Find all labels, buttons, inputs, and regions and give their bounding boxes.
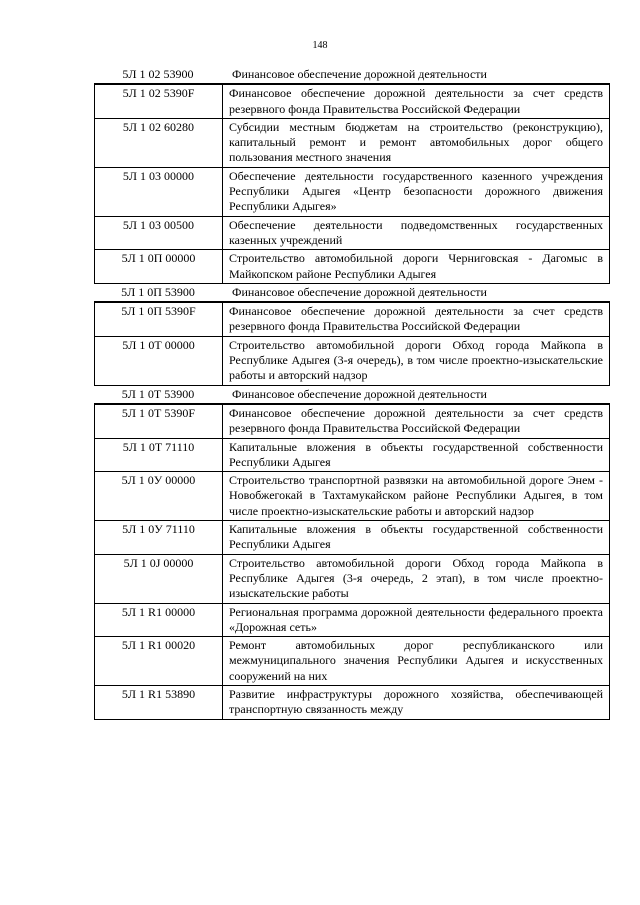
row-code: 5Л 1 R1 53890 [95,686,223,719]
row-description: Строительство автомобильной дороги Черниговская - Дагомыс в Майкопском районе Республики Адыгея [229,251,603,281]
table-row [94,604,610,638]
row-description: Строительство автомобильной дороги Обход города Майкопа в Республике Адыгея (3-я очередь, 2 этап), в том числе проектно-изыскательские работы [229,555,603,601]
table-row [94,686,610,720]
table-row [94,637,610,686]
row-description: Развитие инфраструктуры дорожного хозяйства, обеспечивающей транспортную связанность между [229,686,603,717]
row-code: 5Л 1 0У 71110 [95,521,223,554]
row-description: Финансовое обеспечение дорожной деятельности [232,67,487,81]
row-code: 5Л 1 0У 00000 [95,472,223,520]
row-description: Строительство автомобильной дороги Обход города Майкопа в Республике Адыгея (3-я очередь), в том числе проектно-изыскательские работы и авторский надзор [229,337,603,383]
row-code: 5Л 1 02 5390F [95,85,223,118]
row-description: Финансовое обеспечение дорожной деятельности за счет средств резервного фонда Правительства Российской Федерации [229,405,603,436]
table-row [94,521,610,555]
row-code: 5Л 1 R1 00020 [95,637,223,685]
row-code: 5Л 1 0Т 53900 [121,386,195,401]
table-row [94,217,610,251]
row-code: 5Л 1 0Т 5390F [95,405,223,438]
row-description: Региональная программа дорожной деятельности федерального проекта «Дорожная сеть» [229,604,603,634]
row-description: Капитальные вложения в объекты государственной собственности Республики Адыгея [229,439,603,469]
table-row [94,472,610,521]
row-description: Обеспечение деятельности подведомственных государственных казенных учреждений [229,217,603,247]
table-row [94,439,610,473]
table-row [94,555,610,604]
table-row [94,168,610,217]
row-code: 5Л 1 R1 00000 [95,604,223,637]
page-number: 148 [312,40,328,51]
table-row [94,302,610,337]
row-description: Обеспечение деятельности государственного казенного учреждения Республики Адыгея «Центр безопасности дорожного движения Республики Адыгея» [229,168,603,214]
row-description: Субсидии местным бюджетам на строительство (реконструкцию), капитальный ремонт и ремонт автомобильных дорог общего пользования местного значения [229,119,603,165]
row-description: Строительство транспортной развязки на автомобильной дороге Энем - Новобжегокай в Тахтамукайском районе Республики Адыгея, в том числе проектно-изыскательские работы и авторский надзор [229,473,603,518]
row-description: Финансовое обеспечение дорожной деятельности [232,386,487,401]
row-code: 5Л 1 03 00000 [95,168,223,216]
row-code: 5Л 1 0П 00000 [95,250,223,283]
row-code: 5Л 1 0J 00000 [95,555,223,603]
row-description: Финансовое обеспечение дорожной деятельности за счет средств резервного фонда Правительства Российской Федерации [229,86,603,116]
row-description: Финансовое обеспечение дорожной деятельности за счет средств резервного фонда Правительства Российской Федерации [229,304,603,334]
row-code: 5Л 1 0П 53900 [121,284,195,299]
table-row [94,284,610,302]
table-row [94,337,610,386]
row-description: Ремонт автомобильных дорог республиканского или межмуниципального значения Республики Адыгея и искусственных сооружений на них [229,638,603,683]
row-description: Капитальные вложения в объекты государственной собственности Республики Адыгея [229,522,603,552]
row-code: 5Л 1 0Т 00000 [95,337,223,385]
row-code: 5Л 1 0П 5390F [95,303,223,336]
table-row [94,250,610,284]
table-row [94,404,610,439]
row-description: Финансовое обеспечение дорожной деятельности [232,284,487,299]
budget-classification-table [94,66,610,720]
table-row [94,84,610,119]
table-row [94,119,610,168]
table-row [94,386,610,404]
row-code: 5Л 1 02 60280 [95,119,223,167]
row-code: 5Л 1 03 00500 [95,217,223,250]
row-code: 5Л 1 02 53900 [122,67,194,81]
table-row [94,66,610,84]
row-code: 5Л 1 0Т 71110 [95,439,223,472]
